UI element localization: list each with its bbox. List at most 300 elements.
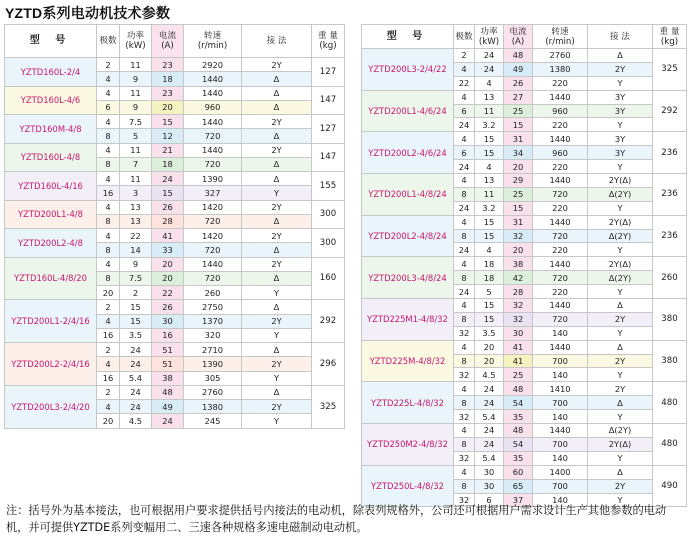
connection-cell: Δ (242, 243, 312, 257)
speed-cell: 1440 (533, 215, 588, 229)
connection-cell: Δ (242, 343, 312, 357)
current-cell: 20 (152, 100, 184, 114)
power-cell: 24 (120, 357, 152, 371)
power-cell: 4 (475, 160, 504, 174)
current-cell: 15 (504, 201, 533, 215)
speed-cell: 1440 (533, 299, 588, 313)
connection-cell: Δ (242, 157, 312, 171)
current-cell: 35 (504, 451, 533, 465)
current-cell: 48 (152, 385, 184, 399)
power-cell: 3.5 (120, 328, 152, 342)
speed-cell: 720 (533, 312, 588, 326)
power-cell: 18 (475, 257, 504, 271)
current-cell: 49 (152, 400, 184, 414)
power-cell: 3.2 (475, 201, 504, 215)
connection-cell: Y (242, 328, 312, 342)
poles-cell: 4 (454, 465, 475, 479)
current-cell: 65 (504, 479, 533, 493)
mass-cell: 300 (312, 200, 345, 229)
speed-cell: 260 (184, 286, 242, 300)
current-cell: 54 (504, 437, 533, 451)
speed-cell: 140 (533, 410, 588, 424)
speed-cell: 2760 (533, 49, 588, 63)
motor-model: YZTD200L3-2/4/22 (362, 49, 454, 91)
connection-cell: Δ (588, 465, 653, 479)
current-cell: 48 (504, 49, 533, 63)
header-poles: 极数 (97, 25, 120, 58)
table-row (5, 385, 345, 399)
table-row (362, 132, 687, 146)
poles-cell: 4 (454, 382, 475, 396)
current-cell: 20 (504, 160, 533, 174)
speed-cell: 1420 (184, 200, 242, 214)
current-cell: 15 (152, 186, 184, 200)
current-cell: 33 (152, 243, 184, 257)
current-cell: 32 (504, 312, 533, 326)
motor-model: YZTD160L-4/8 (5, 143, 97, 172)
speed-cell: 1410 (533, 382, 588, 396)
poles-cell: 8 (454, 229, 475, 243)
connection-cell: Y (588, 493, 653, 507)
poles-cell: 32 (454, 368, 475, 382)
motor-model: YZTD200L3-4/8/24 (362, 257, 454, 299)
current-cell: 41 (504, 354, 533, 368)
current-cell: 26 (152, 300, 184, 314)
current-cell: 60 (504, 465, 533, 479)
power-cell: 4.5 (120, 414, 152, 428)
speed-cell: 140 (533, 326, 588, 340)
poles-cell: 4 (97, 143, 120, 157)
speed-cell: 1440 (184, 86, 242, 100)
current-cell: 25 (504, 368, 533, 382)
motor-model: YZTD225M1-4/8/32 (362, 299, 454, 341)
motor-model: YZTD160L-4/6 (5, 86, 97, 115)
current-cell: 49 (504, 62, 533, 76)
spec-table-right (361, 24, 687, 507)
mass-cell: 260 (653, 257, 687, 299)
poles-cell: 22 (454, 76, 475, 90)
speed-cell: 2710 (184, 343, 242, 357)
poles-cell: 6 (97, 100, 120, 114)
header-connection: 接 法 (588, 25, 653, 49)
poles-cell: 6 (454, 146, 475, 160)
power-cell: 24 (475, 424, 504, 438)
mass-cell: 155 (312, 172, 345, 201)
power-cell: 18 (475, 271, 504, 285)
power-cell: 24 (475, 382, 504, 396)
speed-cell: 140 (533, 493, 588, 507)
power-cell: 15 (475, 146, 504, 160)
speed-cell: 1440 (533, 174, 588, 188)
speed-cell: 220 (533, 285, 588, 299)
power-cell: 5 (475, 285, 504, 299)
poles-cell: 8 (454, 437, 475, 451)
power-cell: 5.4 (120, 371, 152, 385)
connection-cell: 2Y (588, 354, 653, 368)
poles-cell: 24 (454, 201, 475, 215)
connection-cell: Y (588, 368, 653, 382)
current-cell: 28 (152, 214, 184, 228)
mass-cell: 325 (312, 385, 345, 428)
power-cell: 24 (475, 437, 504, 451)
poles-cell: 4 (97, 115, 120, 129)
mass-cell: 490 (653, 465, 687, 507)
power-cell: 24 (120, 343, 152, 357)
connection-cell: 2Y(Δ) (588, 257, 653, 271)
poles-cell: 4 (454, 215, 475, 229)
current-cell: 12 (152, 129, 184, 143)
poles-cell: 4 (97, 72, 120, 86)
connection-cell: Δ (588, 299, 653, 313)
connection-cell: Δ (242, 214, 312, 228)
poles-cell: 16 (97, 328, 120, 342)
current-cell: 29 (504, 174, 533, 188)
speed-cell: 1440 (533, 90, 588, 104)
header-current: 电流 (A) (504, 25, 533, 49)
poles-cell: 8 (454, 187, 475, 201)
connection-cell: Δ (588, 396, 653, 410)
poles-cell: 8 (97, 271, 120, 285)
power-cell: 20 (475, 340, 504, 354)
poles-cell: 8 (97, 243, 120, 257)
power-cell: 24 (120, 400, 152, 414)
speed-cell: 1440 (184, 257, 242, 271)
current-cell: 30 (504, 326, 533, 340)
power-cell: 15 (475, 299, 504, 313)
current-cell: 38 (504, 257, 533, 271)
mass-cell: 292 (312, 300, 345, 343)
poles-cell: 4 (454, 90, 475, 104)
poles-cell: 20 (97, 286, 120, 300)
poles-cell: 8 (454, 479, 475, 493)
power-cell: 5.4 (475, 410, 504, 424)
current-cell: 15 (152, 115, 184, 129)
power-cell: 2 (120, 286, 152, 300)
table-row (362, 174, 687, 188)
poles-cell: 4 (454, 132, 475, 146)
current-cell: 32 (504, 229, 533, 243)
speed-cell: 305 (184, 371, 242, 385)
motor-model: YZTD200L2-4/6/24 (362, 132, 454, 174)
current-cell: 30 (152, 314, 184, 328)
motor-model: YZTD200L2-4/8/24 (362, 215, 454, 257)
speed-cell: 1440 (184, 72, 242, 86)
power-cell: 11 (475, 104, 504, 118)
poles-cell: 4 (454, 62, 475, 76)
connection-cell: Y (588, 118, 653, 132)
speed-cell: 220 (533, 201, 588, 215)
connection-cell: Δ (242, 300, 312, 314)
poles-cell: 16 (97, 371, 120, 385)
power-cell: 9 (120, 257, 152, 271)
table-row (5, 343, 345, 357)
speed-cell: 1390 (184, 172, 242, 186)
connection-cell: 2Y (242, 257, 312, 271)
speed-cell: 2760 (184, 385, 242, 399)
power-cell: 7.5 (120, 271, 152, 285)
power-cell: 13 (120, 214, 152, 228)
table-header-row (5, 25, 345, 58)
power-cell: 4.5 (475, 368, 504, 382)
poles-cell: 4 (97, 314, 120, 328)
motor-model: YZTD225L-4/8/32 (362, 382, 454, 424)
connection-cell: Δ (242, 271, 312, 285)
motor-model: YZTD200L1-2/4/16 (5, 300, 97, 343)
power-cell: 24 (475, 62, 504, 76)
motor-model: YZTD250L-4/8/32 (362, 465, 454, 507)
current-cell: 38 (152, 371, 184, 385)
table-row (362, 382, 687, 396)
speed-cell: 1440 (184, 143, 242, 157)
poles-cell: 8 (454, 271, 475, 285)
connection-cell: Y (588, 201, 653, 215)
speed-cell: 720 (533, 229, 588, 243)
poles-cell: 2 (97, 343, 120, 357)
table-row (362, 257, 687, 271)
table-row (5, 172, 345, 186)
speed-cell: 220 (533, 118, 588, 132)
connection-cell: 2Y (242, 229, 312, 243)
connection-cell: Y (588, 243, 653, 257)
motor-model: YZTD200L1-4/8/24 (362, 174, 454, 216)
poles-cell: 32 (454, 410, 475, 424)
motor-model: YZTD225M-4/8/32 (362, 340, 454, 382)
power-cell: 9 (120, 72, 152, 86)
current-cell: 25 (504, 187, 533, 201)
mass-cell: 147 (312, 86, 345, 115)
poles-cell: 20 (97, 414, 120, 428)
table-row (5, 300, 345, 314)
mass-cell: 325 (653, 49, 687, 91)
motor-model: YZTD160L-2/4 (5, 58, 97, 87)
motor-model: YZTD160L-4/8/20 (5, 257, 97, 300)
connection-cell: Y (242, 286, 312, 300)
connection-cell: Δ(2Y) (588, 229, 653, 243)
power-cell: 11 (120, 58, 152, 72)
header-model: 型 号 (5, 25, 97, 58)
current-cell: 22 (152, 286, 184, 300)
connection-cell: Y (588, 410, 653, 424)
current-cell: 23 (152, 86, 184, 100)
mass-cell: 380 (653, 299, 687, 341)
speed-cell: 1440 (184, 115, 242, 129)
power-cell: 5.4 (475, 451, 504, 465)
current-cell: 27 (504, 90, 533, 104)
current-cell: 24 (152, 414, 184, 428)
current-cell: 18 (152, 157, 184, 171)
table-row (5, 86, 345, 100)
power-cell: 7 (120, 157, 152, 171)
current-cell: 35 (504, 410, 533, 424)
footnote: 注：括号外为基本接法，也可根据用户要求提供括号内接法的电动机，除表列规格外，公司还可根据用户需求设计生产其他参数的电动机，并可提供YZTDE系列变幅用二、三速各种规格多速电磁制动电动机。 (6, 504, 667, 534)
current-cell: 28 (504, 285, 533, 299)
header-speed: 转速 (r/min) (184, 25, 242, 58)
poles-cell: 4 (97, 257, 120, 271)
current-cell: 31 (504, 132, 533, 146)
poles-cell: 2 (454, 49, 475, 63)
speed-cell: 700 (533, 396, 588, 410)
connection-cell: 3Y (588, 132, 653, 146)
power-cell: 24 (120, 385, 152, 399)
speed-cell: 720 (533, 187, 588, 201)
speed-cell: 960 (184, 100, 242, 114)
table-row (5, 229, 345, 243)
speed-cell: 1420 (184, 229, 242, 243)
connection-cell: 2Y (588, 312, 653, 326)
speed-cell: 960 (533, 104, 588, 118)
power-cell: 13 (475, 90, 504, 104)
table-row (362, 299, 687, 313)
motor-model: YZTD200L2-4/8 (5, 229, 97, 258)
speed-cell: 2750 (184, 300, 242, 314)
connection-cell: 3Y (588, 146, 653, 160)
header-power: 功率 (kW) (120, 25, 152, 58)
power-cell: 11 (120, 143, 152, 157)
power-cell: 15 (120, 300, 152, 314)
poles-cell: 24 (454, 243, 475, 257)
connection-cell: 2Y (242, 200, 312, 214)
poles-cell: 8 (454, 396, 475, 410)
connection-cell: Δ(2Y) (588, 424, 653, 438)
table-row (362, 340, 687, 354)
header-power: 功率 (kW) (475, 25, 504, 49)
header-mass: 重 量 (kg) (653, 25, 687, 49)
table-row (362, 215, 687, 229)
speed-cell: 1390 (184, 357, 242, 371)
speed-cell: 320 (184, 328, 242, 342)
power-cell: 6 (475, 493, 504, 507)
current-cell: 23 (152, 58, 184, 72)
table-row (362, 465, 687, 479)
speed-cell: 1440 (533, 132, 588, 146)
poles-cell: 4 (97, 400, 120, 414)
poles-cell: 4 (454, 299, 475, 313)
header-mass: 重 量 (kg) (312, 25, 345, 58)
speed-cell: 720 (184, 214, 242, 228)
poles-cell: 16 (97, 186, 120, 200)
power-cell: 3.2 (475, 118, 504, 132)
current-cell: 41 (152, 229, 184, 243)
current-cell: 24 (152, 172, 184, 186)
current-cell: 41 (504, 340, 533, 354)
power-cell: 4 (475, 243, 504, 257)
connection-cell: 2Y(Δ) (588, 437, 653, 451)
connection-cell: 2Y (242, 357, 312, 371)
speed-cell: 720 (184, 129, 242, 143)
poles-cell: 6 (454, 104, 475, 118)
table-row (362, 49, 687, 63)
connection-cell: Δ(2Y) (588, 187, 653, 201)
power-cell: 14 (120, 243, 152, 257)
speed-cell: 140 (533, 368, 588, 382)
poles-cell: 32 (454, 451, 475, 465)
poles-cell: 4 (97, 229, 120, 243)
motor-model: YZTD200L1-4/8 (5, 200, 97, 229)
connection-cell: Δ (242, 100, 312, 114)
current-cell: 37 (504, 493, 533, 507)
power-cell: 11 (475, 187, 504, 201)
table-row (5, 58, 345, 72)
motor-model: YZTD160M-4/8 (5, 115, 97, 144)
header-current: 电流 (A) (152, 25, 184, 58)
connection-cell: 2Y(Δ) (588, 174, 653, 188)
poles-cell: 8 (97, 214, 120, 228)
speed-cell: 220 (533, 76, 588, 90)
mass-cell: 236 (653, 174, 687, 216)
poles-cell: 8 (454, 312, 475, 326)
connection-cell: Δ (242, 129, 312, 143)
mass-cell: 296 (312, 343, 345, 386)
speed-cell: 1440 (533, 340, 588, 354)
motor-model: YZTD250M2-4/8/32 (362, 424, 454, 466)
power-cell: 13 (475, 174, 504, 188)
current-cell: 32 (504, 299, 533, 313)
speed-cell: 1380 (184, 400, 242, 414)
connection-cell: 2Y (242, 400, 312, 414)
current-cell: 51 (152, 357, 184, 371)
header-model: 型 号 (362, 25, 454, 49)
connection-cell: 2Y (242, 314, 312, 328)
connection-cell: 2Y (242, 115, 312, 129)
spec-table-left (4, 24, 345, 429)
connection-cell: Δ(2Y) (588, 271, 653, 285)
poles-cell: 4 (454, 257, 475, 271)
poles-cell: 24 (454, 118, 475, 132)
current-cell: 42 (504, 271, 533, 285)
power-cell: 9 (120, 100, 152, 114)
mass-cell: 292 (653, 90, 687, 132)
speed-cell: 700 (533, 479, 588, 493)
poles-cell: 4 (97, 172, 120, 186)
connection-cell: Δ (242, 72, 312, 86)
connection-cell: Y (588, 160, 653, 174)
power-cell: 24 (475, 396, 504, 410)
current-cell: 51 (152, 343, 184, 357)
current-cell: 15 (504, 118, 533, 132)
connection-cell: 3Y (588, 90, 653, 104)
connection-cell: 2Y (588, 479, 653, 493)
poles-cell: 4 (454, 424, 475, 438)
poles-cell: 2 (97, 385, 120, 399)
power-cell: 20 (475, 354, 504, 368)
table-header-row (362, 25, 687, 49)
motor-model: YZTD200L2-2/4/16 (5, 343, 97, 386)
connection-cell: Δ (242, 86, 312, 100)
connection-cell: Y (588, 451, 653, 465)
connection-cell: Y (588, 285, 653, 299)
speed-cell: 1370 (184, 314, 242, 328)
current-cell: 48 (504, 382, 533, 396)
speed-cell: 2920 (184, 58, 242, 72)
connection-cell: Δ (588, 340, 653, 354)
poles-cell: 4 (97, 357, 120, 371)
speed-cell: 220 (533, 160, 588, 174)
connection-cell: Δ (242, 172, 312, 186)
poles-cell: 32 (454, 326, 475, 340)
poles-cell: 4 (454, 340, 475, 354)
table-row (5, 115, 345, 129)
poles-cell: 32 (454, 493, 475, 507)
poles-cell: 4 (97, 86, 120, 100)
power-cell: 15 (475, 215, 504, 229)
current-cell: 34 (504, 146, 533, 160)
poles-cell: 4 (454, 174, 475, 188)
power-cell: 3.5 (475, 326, 504, 340)
connection-cell: Y (242, 371, 312, 385)
speed-cell: 720 (184, 157, 242, 171)
poles-cell: 8 (97, 157, 120, 171)
table-row (5, 200, 345, 214)
